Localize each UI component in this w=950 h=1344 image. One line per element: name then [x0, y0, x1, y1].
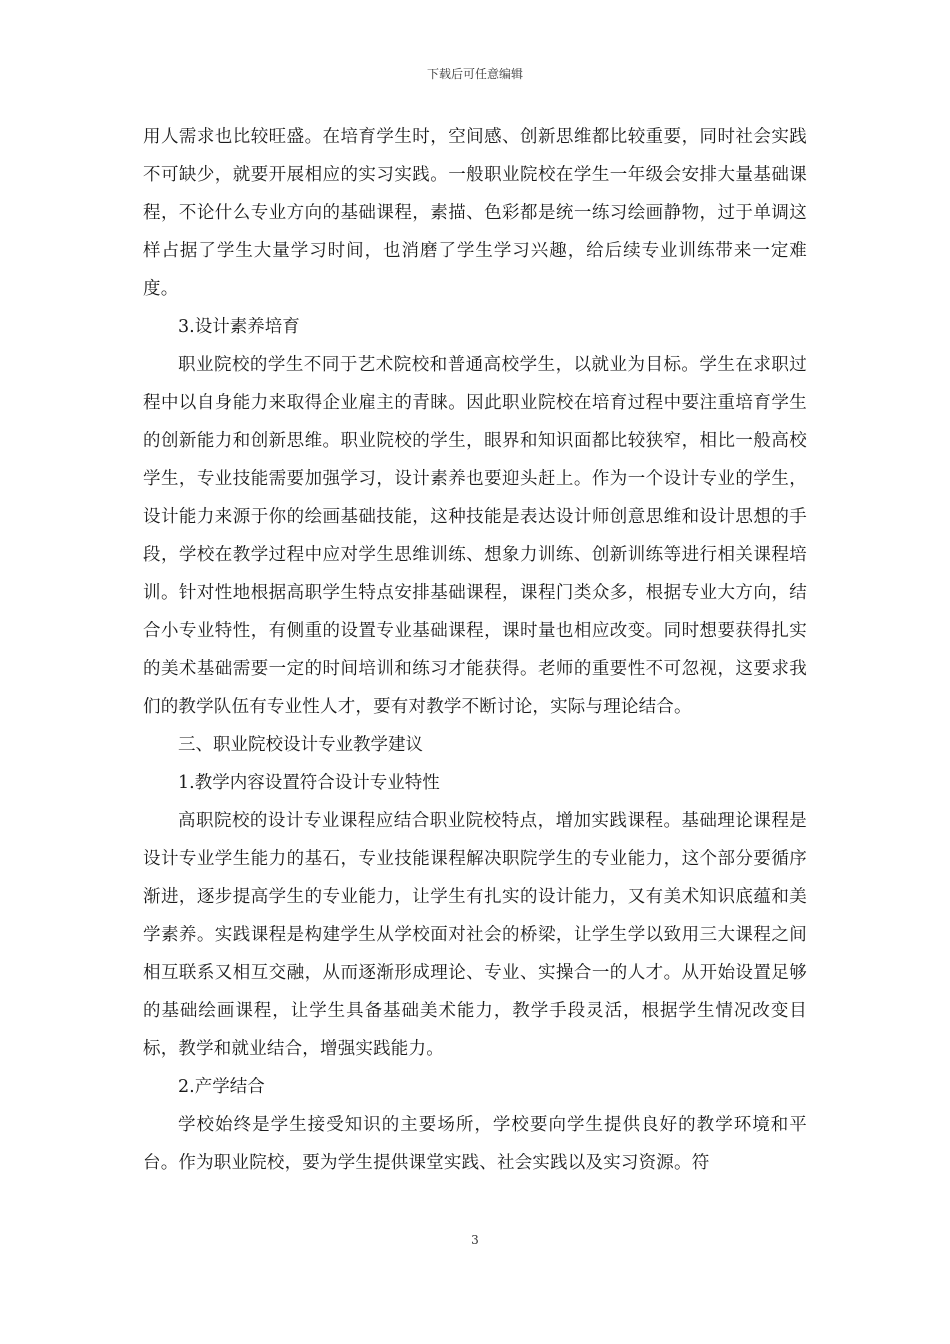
paragraph-content-setting: 高职院校的设计专业课程应结合职业院校特点，增加实践课程。基础理论课程是设计专业学生能力的基石，专业技能课程解决职院学生的专业能力，这个部分要循序渐进，逐步提高学生的专业能力，让学生有扎实的设计能力，又有美术知识底蕴和美学素养。实践课程是构建学生从学校面对社会的桥梁，让学生学以致用三大课程之间相互联系又相互交融，从而逐渐形成理论、专业、实操合一的人才。从开始设置足够的基础绘画课程，让学生具备基础美术能力，教学手段灵活，根据学生情况改变目标，教学和就业结合，增强实践能力。: [143, 811, 807, 1059]
paragraph-industry-education: 学校始终是学生接受知识的主要场所，学校要向学生提供良好的教学环境和平台。作为职业院校，要为学生提供课堂实践、社会实践以及实习资源。符: [143, 1115, 807, 1173]
paragraph-design-literacy: 职业院校的学生不同于艺术院校和普通高校学生，以就业为目标。学生在求职过程中以自身能力来取得企业雇主的青睐。因此职业院校在培育过程中要注重培育学生的创新能力和创新思维。职业院校的学生，眼界和知识面都比较狭窄，相比一般高校学生，专业技能需要加强学习，设计素养也要迎头赶上。作为一个设计专业的学生，设计能力来源于你的绘画基础技能，这种技能是表达设计师创意思维和设计思想的手段，学校在教学过程中应对学生思维训练、想象力训练、创新训练等进行相关课程培训。针对性地根据高职学生特点安排基础课程，课程门类众多，根据专业大方向，结合小专业特性，有侧重的设置专业基础课程，课时量也相应改变。同时想要获得扎实的美术基础需要一定的时间培训和练习才能获得。老师的重要性不可忽视，这要求我们的教学队伍有专业性人才，要有对教学不断讨论，实际与理论结合。: [143, 355, 807, 717]
section-heading-design-literacy: 3.设计素养培育: [178, 317, 300, 337]
paragraph-continuation: 用人需求也比较旺盛。在培育学生时，空间感、创新思维都比较重要，同时社会实践不可缺少，就要开展相应的实习实践。一般职业院校在学生一年级会安排大量基础课程，不论什么专业方向的基础课程，素描、色彩都是统一练习绘画静物，过于单调这样占据了学生大量学习时间，也消磨了学生学习兴趣，给后续专业训练带来一定难度。: [143, 127, 807, 299]
document-body: [143, 118, 807, 1182]
page-number: 3: [471, 1233, 479, 1247]
chapter-heading-teaching-suggestions: 三、职业院校设计专业教学建议: [178, 735, 423, 755]
page-header: 下载后可任意编辑: [426, 67, 523, 81]
section-heading-industry-education: 2.产学结合: [178, 1077, 265, 1097]
section-heading-content-setting: 1.教学内容设置符合设计专业特性: [178, 773, 440, 793]
